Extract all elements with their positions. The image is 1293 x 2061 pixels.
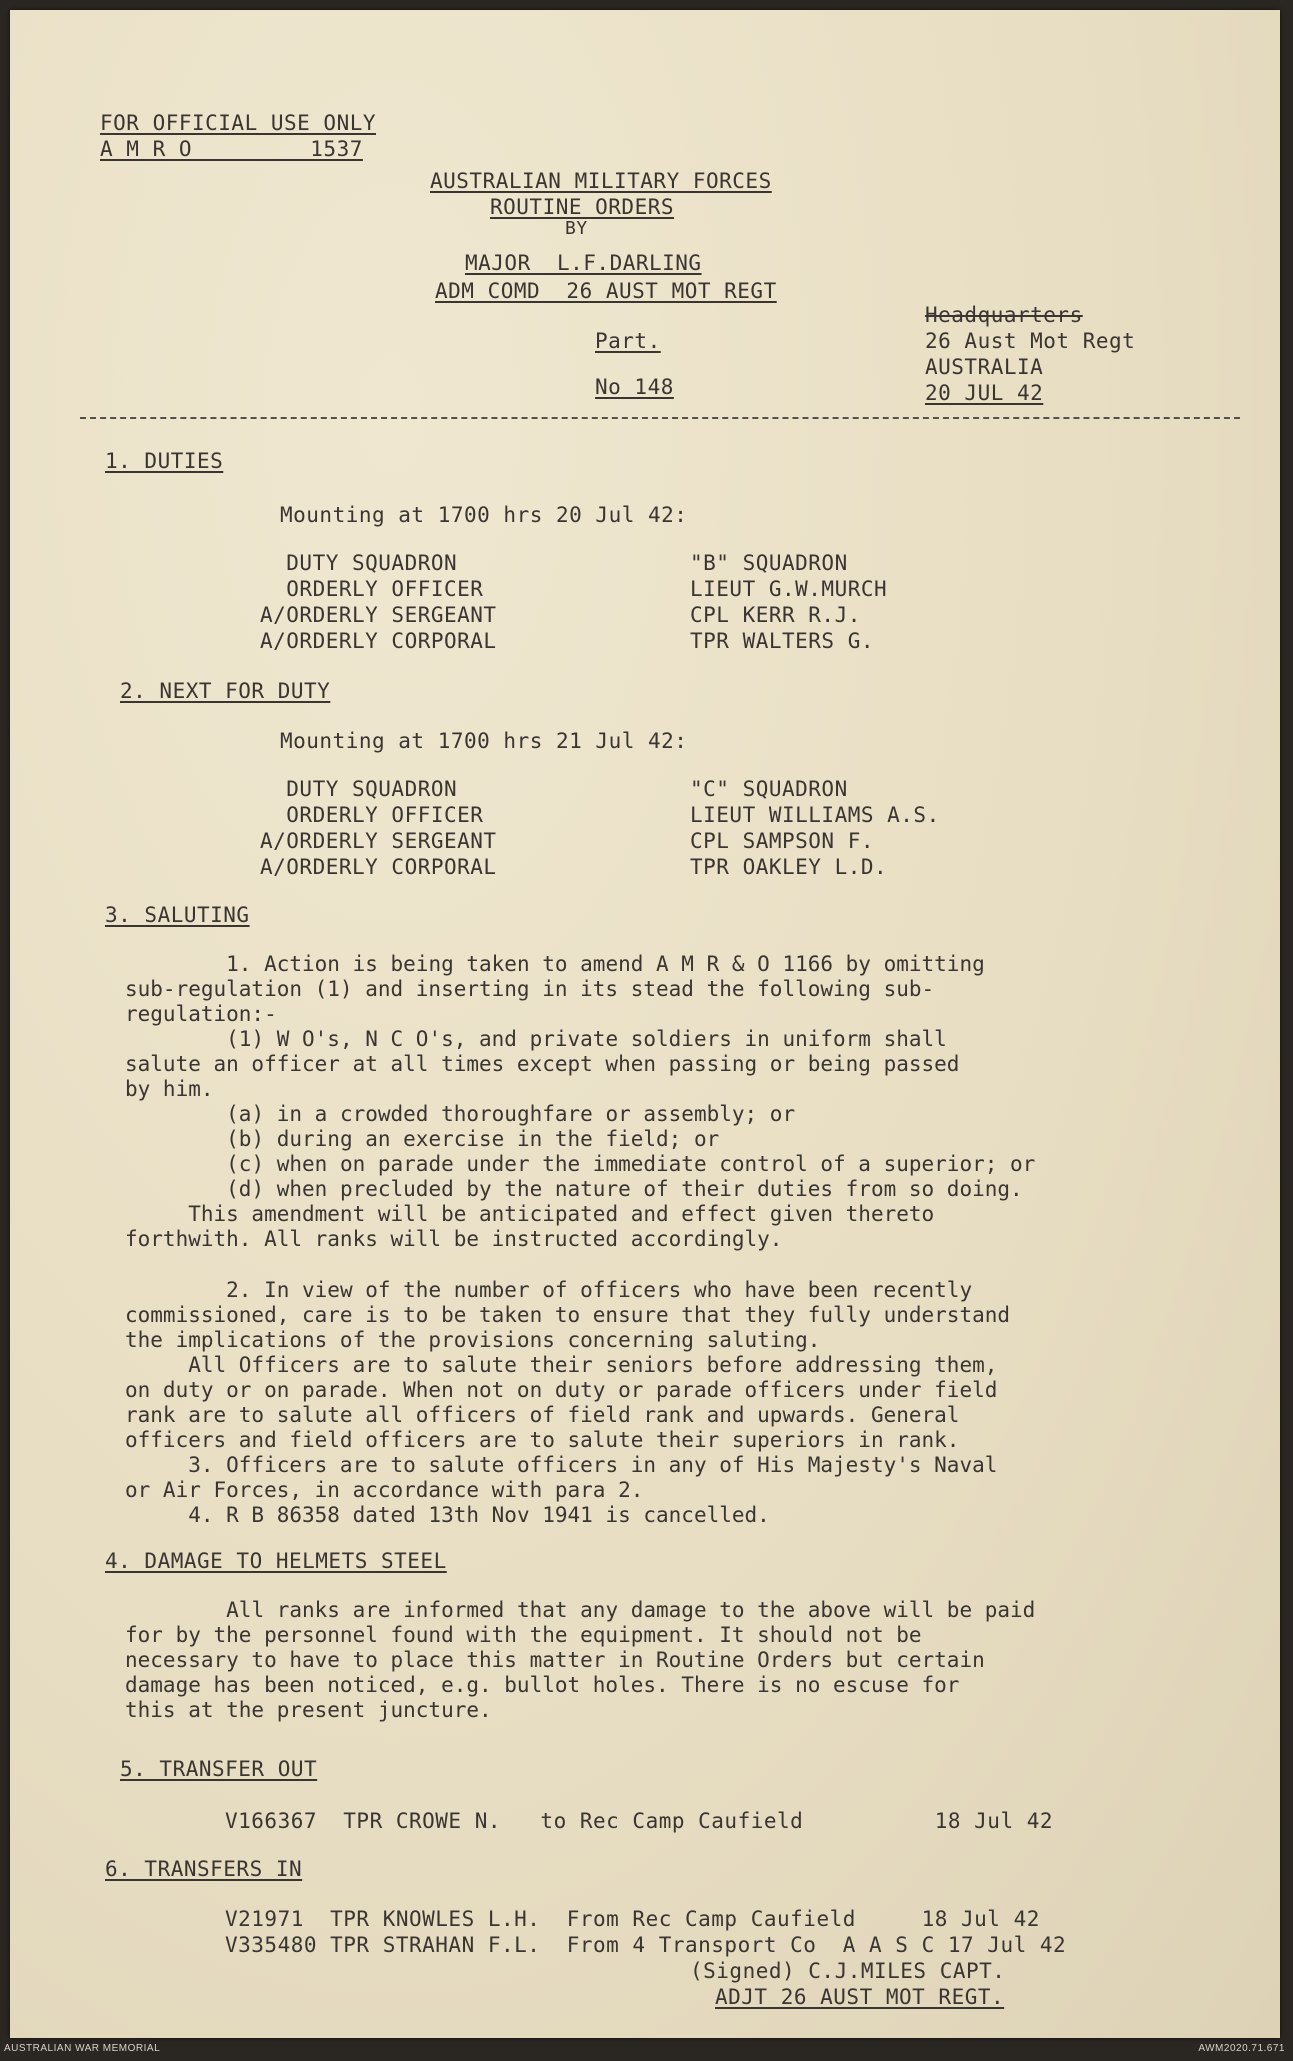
title-line-2: ROUTINE ORDERS — [490, 195, 675, 219]
title-line-1: AUSTRALIAN MILITARY FORCES — [430, 169, 772, 193]
title-line-5: ADM COMD 26 AUST MOT REGT — [435, 279, 777, 303]
official-use-line: FOR OFFICIAL USE ONLY — [100, 111, 377, 135]
title-line-3: BY — [565, 218, 588, 239]
duties-assigned-3: CPL KERR R.J. — [690, 603, 861, 627]
hq-line-1: 26 Aust Mot Regt — [925, 329, 1136, 353]
title-line-4: MAJOR L.F.DARLING — [465, 251, 702, 275]
duties-role-3: A/ORDERLY SERGEANT — [260, 603, 497, 627]
next-role-3: A/ORDERLY SERGEANT — [260, 829, 497, 853]
duties-role-4: A/ORDERLY CORPORAL — [260, 629, 497, 653]
duties-assigned-4: TPR WALTERS G. — [690, 629, 875, 653]
hq-line-2: AUSTRALIA — [925, 355, 1044, 379]
header-separator — [80, 417, 1240, 419]
duties-heading: 1. DUTIES — [105, 449, 224, 473]
transfers-in-line-2: V335480 TPR STRAHAN F.L. From 4 Transport Co A A S C 17 Jul 42 — [225, 1933, 1067, 1957]
saluting-paragraph-1: 1. Action is being taken to amend A M R & O 1166 by omitting sub-regulation (1) and inserting in its stead the following sub- regulation:- (1) W O's, N C O's, and private soldiers in uniform shall salute an officer at all times except when passing or being passed by him. (a) in a crowded thoroughfare or assembly; or (b) during an exercise in the field; or (c) when on parade under the immediate control of a superior; or (d) when precluded by the nature of their duties from so doing. This amendment will be anticipated and effect given thereto forthwith. All ranks will be instructed accordingly. — [125, 952, 1036, 1251]
footer-accession-number: AWM2020.71.671 — [1198, 2043, 1285, 2054]
next-duty-intro: Mounting at 1700 hrs 21 Jul 42: — [280, 729, 688, 753]
duties-assigned-2: LIEUT G.W.MURCH — [690, 577, 888, 601]
next-role-2: ORDERLY OFFICER — [260, 803, 484, 827]
next-role-1: DUTY SQUADRON — [260, 777, 458, 801]
duties-role-1: DUTY SQUADRON — [260, 551, 458, 575]
next-assigned-4: TPR OAKLEY L.D. — [690, 855, 888, 879]
order-number: No 148 — [595, 375, 674, 399]
next-assigned-1: "C" SQUADRON — [690, 777, 848, 801]
saluting-heading: 3. SALUTING — [105, 903, 250, 927]
next-role-4: A/ORDERLY CORPORAL — [260, 855, 497, 879]
duties-role-2: ORDERLY OFFICER — [260, 577, 484, 601]
signature-line: (Signed) C.J.MILES CAPT. — [690, 1959, 1006, 1983]
amr-reference: A M R O 1537 — [100, 137, 363, 161]
transfers-in-heading: 6. TRANSFERS IN — [105, 1857, 303, 1881]
saluting-paragraph-2: 2. In view of the number of officers who have been recently commissioned, care is to be taken to ensure that they fully understand the implications of the provisions concerning saluting. All Officers are to salute their seniors before addressing them, on duty or on parade. When not on duty or parade officers under field rank are to salute all officers of field rank and upwards. General officers and field officers are to salute their superiors in rank. 3. Officers are to salute officers in any of His Majesty's Naval or Air Forces, in accordance with para 2. 4. R B 86358 dated 13th Nov 1941 is cancelled. — [125, 1278, 1011, 1527]
duties-intro: Mounting at 1700 hrs 20 Jul 42: — [280, 503, 688, 527]
footer-institution: AUSTRALIAN WAR MEMORIAL — [4, 2043, 161, 2054]
next-assigned-3: CPL SAMPSON F. — [690, 829, 875, 853]
next-duty-heading: 2. NEXT FOR DUTY — [120, 679, 331, 703]
hq-date: 20 JUL 42 — [925, 381, 1044, 405]
damage-paragraph: All ranks are informed that any damage to the above will be paid for by the personnel found with the equipment. It should not be necessary to have to place this matter in Routine Orders but certain damage has been noticed, e.g. bullot holes. There is no escuse for this at the present juncture. — [125, 1598, 1036, 1722]
next-assigned-2: LIEUT WILLIAMS A.S. — [690, 803, 940, 827]
transfers-in-line-1: V21971 TPR KNOWLES L.H. From Rec Camp Caufield 18 Jul 42 — [225, 1907, 1040, 1931]
transfer-out-heading: 5. TRANSFER OUT — [120, 1757, 318, 1781]
part-label: Part. — [595, 329, 661, 353]
document-page — [10, 10, 1280, 2038]
damage-heading: 4. DAMAGE TO HELMETS STEEL — [105, 1549, 447, 1573]
duties-assigned-1: "B" SQUADRON — [690, 551, 848, 575]
hq-struck-word: Headquarters — [925, 303, 1083, 327]
adjutant-line: ADJT 26 AUST MOT REGT. — [715, 1985, 1005, 2009]
transfer-out-line: V166367 TPR CROWE N. to Rec Camp Caufield 18 Jul 42 — [225, 1809, 1054, 1833]
